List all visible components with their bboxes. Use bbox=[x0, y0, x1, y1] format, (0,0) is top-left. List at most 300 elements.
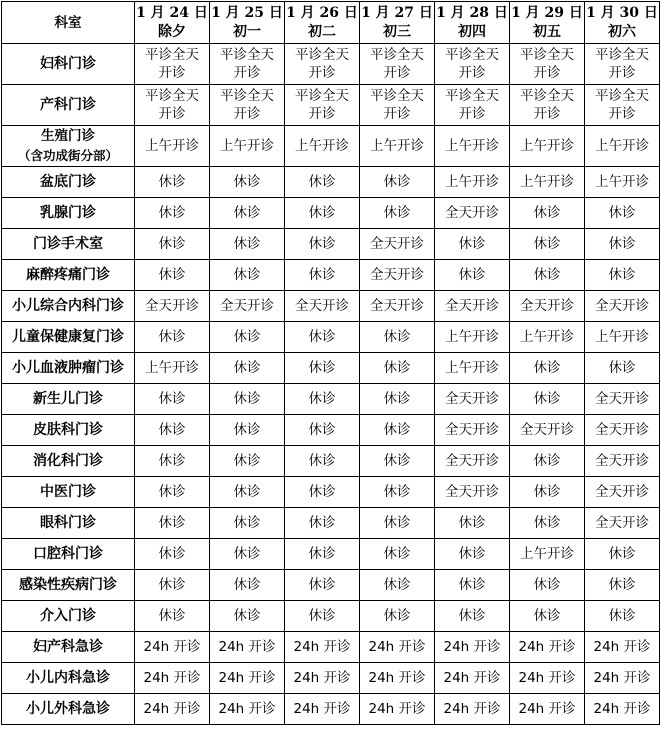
schedule-cell bbox=[435, 570, 510, 601]
schedule-cell bbox=[435, 415, 510, 446]
schedule-status: 休诊 bbox=[158, 422, 186, 438]
schedule-status: 休诊 bbox=[533, 515, 561, 531]
dept-name: 儿童保健康复门诊 bbox=[12, 329, 124, 345]
schedule-cell bbox=[510, 384, 585, 415]
dept-name: 小儿综合内科门诊 bbox=[12, 298, 124, 314]
table-row bbox=[2, 663, 660, 694]
schedule-status: 休诊 bbox=[533, 577, 561, 593]
dept-cell bbox=[2, 44, 135, 85]
day-date: 1 月 26 日 bbox=[286, 4, 358, 21]
schedule-status: 休诊 bbox=[383, 329, 411, 345]
schedule-status: 平诊全天开诊 bbox=[444, 47, 499, 81]
schedule-status: 24h 开诊 bbox=[443, 639, 501, 655]
schedule-cell bbox=[210, 570, 285, 601]
schedule-status: 上午开诊 bbox=[595, 174, 649, 190]
schedule-status: 上午开诊 bbox=[520, 546, 574, 562]
dept-name: 口腔科门诊 bbox=[33, 546, 103, 562]
dept-subname: （含功成街分部） bbox=[17, 148, 118, 163]
schedule-status: 休诊 bbox=[308, 236, 336, 252]
schedule-status: 休诊 bbox=[608, 608, 636, 624]
table-row bbox=[2, 198, 660, 229]
day-header bbox=[135, 2, 210, 44]
schedule-status: 平诊全天开诊 bbox=[444, 88, 499, 122]
schedule-cell bbox=[210, 229, 285, 260]
schedule-cell bbox=[435, 632, 510, 663]
table-row bbox=[2, 632, 660, 663]
schedule-status: 上午开诊 bbox=[445, 360, 499, 376]
schedule-status: 24h 开诊 bbox=[443, 670, 501, 686]
schedule-status: 全天开诊 bbox=[445, 391, 499, 407]
schedule-cell bbox=[510, 508, 585, 539]
schedule-cell bbox=[585, 477, 660, 508]
dept-name: 介入门诊 bbox=[40, 608, 96, 624]
schedule-cell bbox=[135, 291, 210, 322]
schedule-cell bbox=[285, 167, 360, 198]
schedule-status: 休诊 bbox=[608, 205, 636, 221]
dept-name: 妇产科急诊 bbox=[33, 639, 103, 655]
schedule-cell bbox=[510, 663, 585, 694]
schedule-status: 休诊 bbox=[383, 174, 411, 190]
schedule-cell bbox=[285, 44, 360, 85]
schedule-status: 平诊全天开诊 bbox=[369, 47, 424, 81]
schedule-status: 休诊 bbox=[383, 422, 411, 438]
schedule-cell bbox=[210, 694, 285, 725]
schedule-cell bbox=[285, 198, 360, 229]
dept-cell bbox=[2, 415, 135, 446]
schedule-cell bbox=[360, 508, 435, 539]
schedule-cell bbox=[135, 570, 210, 601]
schedule-status: 休诊 bbox=[608, 577, 636, 593]
schedule-cell bbox=[510, 446, 585, 477]
day-date: 1 月 29 日 bbox=[511, 4, 583, 21]
schedule-status: 休诊 bbox=[458, 608, 486, 624]
schedule-cell bbox=[135, 44, 210, 85]
day-header bbox=[585, 2, 660, 44]
schedule-cell bbox=[210, 601, 285, 632]
schedule-status: 24h 开诊 bbox=[293, 701, 351, 717]
schedule-cell bbox=[135, 167, 210, 198]
schedule-status: 休诊 bbox=[158, 267, 186, 283]
dept-name: 消化科门诊 bbox=[33, 453, 103, 469]
schedule-cell bbox=[585, 260, 660, 291]
table-row bbox=[2, 167, 660, 198]
dept-name: 小儿内科急诊 bbox=[26, 670, 110, 686]
schedule-status: 休诊 bbox=[158, 174, 186, 190]
schedule-status: 休诊 bbox=[533, 453, 561, 469]
schedule-status: 休诊 bbox=[383, 391, 411, 407]
schedule-status: 休诊 bbox=[458, 546, 486, 562]
schedule-cell bbox=[360, 694, 435, 725]
schedule-status: 休诊 bbox=[458, 267, 486, 283]
schedule-cell bbox=[210, 126, 285, 167]
dept-cell bbox=[2, 198, 135, 229]
schedule-status: 休诊 bbox=[533, 608, 561, 624]
schedule-cell bbox=[285, 632, 360, 663]
dept-name: 皮肤科门诊 bbox=[33, 422, 103, 438]
table-row bbox=[2, 477, 660, 508]
schedule-cell bbox=[435, 260, 510, 291]
schedule-status: 休诊 bbox=[233, 484, 261, 500]
schedule-cell bbox=[210, 322, 285, 353]
schedule-cell bbox=[135, 477, 210, 508]
schedule-cell bbox=[360, 85, 435, 126]
schedule-cell bbox=[510, 85, 585, 126]
schedule-cell bbox=[360, 446, 435, 477]
dept-header: 科室 bbox=[2, 2, 135, 44]
schedule-cell bbox=[285, 353, 360, 384]
schedule-cell bbox=[360, 198, 435, 229]
table-row bbox=[2, 446, 660, 477]
schedule-cell bbox=[210, 198, 285, 229]
schedule-cell bbox=[435, 198, 510, 229]
schedule-status: 休诊 bbox=[233, 422, 261, 438]
schedule-cell bbox=[360, 260, 435, 291]
schedule-status: 全天开诊 bbox=[445, 205, 499, 221]
schedule-cell bbox=[285, 85, 360, 126]
schedule-status: 24h 开诊 bbox=[593, 639, 651, 655]
schedule-cell bbox=[135, 85, 210, 126]
schedule-status: 全天开诊 bbox=[370, 236, 424, 252]
schedule-status: 全天开诊 bbox=[445, 484, 499, 500]
schedule-status: 休诊 bbox=[383, 515, 411, 531]
schedule-status: 24h 开诊 bbox=[143, 639, 201, 655]
table-row bbox=[2, 508, 660, 539]
schedule-status: 休诊 bbox=[158, 515, 186, 531]
schedule-cell bbox=[210, 44, 285, 85]
schedule-status: 全天开诊 bbox=[595, 391, 649, 407]
schedule-cell bbox=[360, 384, 435, 415]
dept-cell bbox=[2, 694, 135, 725]
schedule-cell bbox=[510, 570, 585, 601]
schedule-status: 上午开诊 bbox=[295, 138, 349, 154]
schedule-cell bbox=[585, 126, 660, 167]
schedule-cell bbox=[435, 694, 510, 725]
schedule-table bbox=[1, 1, 660, 725]
dept-name: 感染性疾病门诊 bbox=[19, 577, 117, 593]
schedule-cell bbox=[210, 260, 285, 291]
schedule-cell bbox=[510, 694, 585, 725]
schedule-cell bbox=[510, 167, 585, 198]
dept-cell bbox=[2, 322, 135, 353]
dept-cell bbox=[2, 663, 135, 694]
schedule-status: 24h 开诊 bbox=[218, 701, 276, 717]
schedule-status: 24h 开诊 bbox=[218, 639, 276, 655]
schedule-cell bbox=[435, 322, 510, 353]
schedule-cell bbox=[360, 570, 435, 601]
schedule-cell bbox=[360, 539, 435, 570]
schedule-status: 休诊 bbox=[158, 329, 186, 345]
schedule-cell bbox=[135, 229, 210, 260]
schedule-status: 全天开诊 bbox=[520, 298, 574, 314]
dept-cell bbox=[2, 384, 135, 415]
schedule-status: 上午开诊 bbox=[145, 138, 199, 154]
schedule-status: 上午开诊 bbox=[445, 329, 499, 345]
schedule-cell bbox=[360, 44, 435, 85]
schedule-status: 24h 开诊 bbox=[593, 670, 651, 686]
schedule-cell bbox=[360, 663, 435, 694]
schedule-cell bbox=[435, 85, 510, 126]
schedule-cell bbox=[510, 539, 585, 570]
schedule-cell bbox=[510, 601, 585, 632]
schedule-status: 休诊 bbox=[308, 205, 336, 221]
schedule-status: 休诊 bbox=[608, 267, 636, 283]
table-row bbox=[2, 44, 660, 85]
schedule-status: 24h 开诊 bbox=[518, 670, 576, 686]
schedule-status: 休诊 bbox=[233, 546, 261, 562]
schedule-cell bbox=[210, 167, 285, 198]
schedule-cell bbox=[360, 291, 435, 322]
schedule-status: 休诊 bbox=[308, 515, 336, 531]
schedule-status: 休诊 bbox=[308, 391, 336, 407]
schedule-status: 平诊全天开诊 bbox=[594, 88, 649, 122]
schedule-status: 平诊全天开诊 bbox=[144, 88, 199, 122]
schedule-cell bbox=[135, 663, 210, 694]
dept-cell bbox=[2, 477, 135, 508]
schedule-cell bbox=[585, 508, 660, 539]
schedule-cell bbox=[135, 322, 210, 353]
schedule-cell bbox=[285, 601, 360, 632]
schedule-status: 全天开诊 bbox=[370, 267, 424, 283]
day-date: 1 月 27 日 bbox=[361, 4, 433, 21]
schedule-cell bbox=[435, 353, 510, 384]
schedule-status: 休诊 bbox=[533, 360, 561, 376]
day-header bbox=[210, 2, 285, 44]
day-lunar: 初一 bbox=[233, 23, 261, 40]
schedule-status: 休诊 bbox=[608, 360, 636, 376]
schedule-cell bbox=[285, 415, 360, 446]
schedule-cell bbox=[585, 384, 660, 415]
dept-name: 乳腺门诊 bbox=[40, 205, 96, 221]
dept-name: 盆底门诊 bbox=[40, 174, 96, 190]
schedule-cell bbox=[285, 663, 360, 694]
schedule-cell bbox=[585, 322, 660, 353]
schedule-status: 上午开诊 bbox=[520, 329, 574, 345]
schedule-status: 休诊 bbox=[383, 360, 411, 376]
schedule-status: 24h 开诊 bbox=[368, 670, 426, 686]
schedule-status: 上午开诊 bbox=[595, 329, 649, 345]
schedule-cell bbox=[585, 601, 660, 632]
schedule-cell bbox=[510, 198, 585, 229]
schedule-cell bbox=[435, 167, 510, 198]
schedule-status: 24h 开诊 bbox=[293, 639, 351, 655]
schedule-cell bbox=[435, 446, 510, 477]
dept-name: 眼科门诊 bbox=[40, 515, 96, 531]
day-date: 1 月 28 日 bbox=[436, 4, 508, 21]
schedule-status: 平诊全天开诊 bbox=[519, 88, 574, 122]
schedule-cell bbox=[510, 126, 585, 167]
schedule-status: 休诊 bbox=[158, 608, 186, 624]
schedule-status: 平诊全天开诊 bbox=[144, 47, 199, 81]
schedule-status: 休诊 bbox=[233, 236, 261, 252]
schedule-cell bbox=[360, 632, 435, 663]
schedule-cell bbox=[585, 694, 660, 725]
schedule-cell bbox=[210, 85, 285, 126]
table-row bbox=[2, 85, 660, 126]
schedule-cell bbox=[510, 291, 585, 322]
schedule-status: 上午开诊 bbox=[445, 138, 499, 154]
schedule-cell bbox=[210, 291, 285, 322]
schedule-status: 平诊全天开诊 bbox=[369, 88, 424, 122]
schedule-status: 平诊全天开诊 bbox=[219, 88, 274, 122]
schedule-cell bbox=[135, 601, 210, 632]
day-date: 1 月 30 日 bbox=[586, 4, 658, 21]
table-row bbox=[2, 260, 660, 291]
schedule-cell bbox=[135, 384, 210, 415]
schedule-status: 休诊 bbox=[158, 205, 186, 221]
schedule-status: 全天开诊 bbox=[445, 422, 499, 438]
schedule-cell bbox=[210, 415, 285, 446]
schedule-cell bbox=[285, 384, 360, 415]
schedule-cell bbox=[585, 44, 660, 85]
schedule-cell bbox=[135, 415, 210, 446]
table-row bbox=[2, 570, 660, 601]
schedule-status: 平诊全天开诊 bbox=[594, 47, 649, 81]
schedule-cell bbox=[285, 570, 360, 601]
day-header bbox=[285, 2, 360, 44]
schedule-cell bbox=[135, 260, 210, 291]
schedule-body bbox=[2, 44, 660, 725]
schedule-cell bbox=[210, 663, 285, 694]
schedule-status: 休诊 bbox=[533, 236, 561, 252]
schedule-status: 休诊 bbox=[233, 329, 261, 345]
table-row bbox=[2, 694, 660, 725]
schedule-status: 全天开诊 bbox=[445, 453, 499, 469]
dept-cell bbox=[2, 446, 135, 477]
schedule-cell bbox=[585, 539, 660, 570]
schedule-status: 休诊 bbox=[308, 608, 336, 624]
schedule-status: 休诊 bbox=[308, 360, 336, 376]
schedule-status: 全天开诊 bbox=[445, 298, 499, 314]
schedule-status: 上午开诊 bbox=[445, 174, 499, 190]
schedule-cell bbox=[285, 229, 360, 260]
schedule-status: 休诊 bbox=[533, 484, 561, 500]
schedule-cell bbox=[435, 44, 510, 85]
schedule-status: 休诊 bbox=[158, 391, 186, 407]
dept-cell bbox=[2, 601, 135, 632]
day-lunar: 除夕 bbox=[158, 23, 186, 40]
schedule-cell bbox=[135, 353, 210, 384]
dept-cell bbox=[2, 632, 135, 663]
schedule-cell bbox=[210, 539, 285, 570]
schedule-cell bbox=[435, 508, 510, 539]
schedule-status: 全天开诊 bbox=[220, 298, 274, 314]
schedule-cell bbox=[360, 601, 435, 632]
table-row bbox=[2, 601, 660, 632]
schedule-status: 休诊 bbox=[383, 608, 411, 624]
schedule-status: 平诊全天开诊 bbox=[519, 47, 574, 81]
schedule-cell bbox=[285, 260, 360, 291]
schedule-status: 休诊 bbox=[608, 236, 636, 252]
schedule-cell bbox=[210, 508, 285, 539]
schedule-cell bbox=[510, 322, 585, 353]
schedule-status: 休诊 bbox=[383, 453, 411, 469]
schedule-status: 全天开诊 bbox=[595, 298, 649, 314]
schedule-status: 休诊 bbox=[308, 546, 336, 562]
dept-cell bbox=[2, 260, 135, 291]
schedule-status: 休诊 bbox=[533, 391, 561, 407]
dept-name: 小儿外科急诊 bbox=[26, 701, 110, 717]
schedule-cell bbox=[360, 415, 435, 446]
schedule-status: 休诊 bbox=[308, 267, 336, 283]
schedule-status: 休诊 bbox=[158, 546, 186, 562]
schedule-status: 休诊 bbox=[533, 267, 561, 283]
schedule-cell bbox=[360, 229, 435, 260]
dept-name: 中医门诊 bbox=[40, 484, 96, 500]
schedule-cell bbox=[585, 446, 660, 477]
schedule-cell bbox=[360, 126, 435, 167]
dept-cell bbox=[2, 508, 135, 539]
day-lunar: 初五 bbox=[533, 23, 561, 40]
table-row bbox=[2, 384, 660, 415]
schedule-status: 休诊 bbox=[158, 453, 186, 469]
schedule-cell bbox=[510, 415, 585, 446]
schedule-status: 休诊 bbox=[533, 205, 561, 221]
schedule-status: 休诊 bbox=[233, 205, 261, 221]
table-row bbox=[2, 353, 660, 384]
schedule-cell bbox=[435, 384, 510, 415]
dept-name: 麻醉疼痛门诊 bbox=[26, 267, 110, 283]
schedule-status: 休诊 bbox=[233, 174, 261, 190]
header-row bbox=[2, 2, 660, 44]
schedule-cell bbox=[135, 508, 210, 539]
schedule-status: 休诊 bbox=[233, 360, 261, 376]
schedule-status: 休诊 bbox=[308, 422, 336, 438]
schedule-cell bbox=[210, 353, 285, 384]
dept-name: 门诊手术室 bbox=[33, 236, 103, 252]
schedule-cell bbox=[435, 477, 510, 508]
schedule-cell bbox=[585, 415, 660, 446]
schedule-cell bbox=[435, 229, 510, 260]
schedule-cell bbox=[210, 384, 285, 415]
schedule-status: 休诊 bbox=[233, 453, 261, 469]
schedule-status: 休诊 bbox=[383, 205, 411, 221]
dept-cell bbox=[2, 126, 135, 167]
schedule-status: 全天开诊 bbox=[370, 298, 424, 314]
schedule-cell bbox=[585, 570, 660, 601]
schedule-cell bbox=[135, 694, 210, 725]
schedule-cell bbox=[585, 167, 660, 198]
table-row bbox=[2, 415, 660, 446]
day-header bbox=[435, 2, 510, 44]
day-date: 1 月 25 日 bbox=[211, 4, 283, 21]
schedule-cell bbox=[510, 44, 585, 85]
schedule-status: 上午开诊 bbox=[370, 138, 424, 154]
schedule-status: 休诊 bbox=[308, 174, 336, 190]
schedule-status: 上午开诊 bbox=[220, 138, 274, 154]
schedule-status: 上午开诊 bbox=[595, 138, 649, 154]
table-row bbox=[2, 322, 660, 353]
schedule-status: 休诊 bbox=[308, 329, 336, 345]
dept-name: 妇科门诊 bbox=[40, 56, 96, 72]
schedule-status: 24h 开诊 bbox=[593, 701, 651, 717]
schedule-status: 24h 开诊 bbox=[443, 701, 501, 717]
schedule-status: 24h 开诊 bbox=[518, 701, 576, 717]
schedule-status: 上午开诊 bbox=[520, 174, 574, 190]
schedule-status: 休诊 bbox=[458, 236, 486, 252]
table-row bbox=[2, 126, 660, 167]
schedule-status: 休诊 bbox=[233, 608, 261, 624]
day-lunar: 初四 bbox=[458, 23, 486, 40]
dept-name: 小儿血液肿瘤门诊 bbox=[12, 360, 124, 376]
schedule-cell bbox=[510, 260, 585, 291]
schedule-cell bbox=[435, 291, 510, 322]
day-header bbox=[510, 2, 585, 44]
schedule-cell bbox=[360, 477, 435, 508]
schedule-cell bbox=[510, 477, 585, 508]
dept-cell bbox=[2, 167, 135, 198]
dept-name: 生殖门诊 bbox=[41, 128, 95, 144]
schedule-cell bbox=[585, 291, 660, 322]
